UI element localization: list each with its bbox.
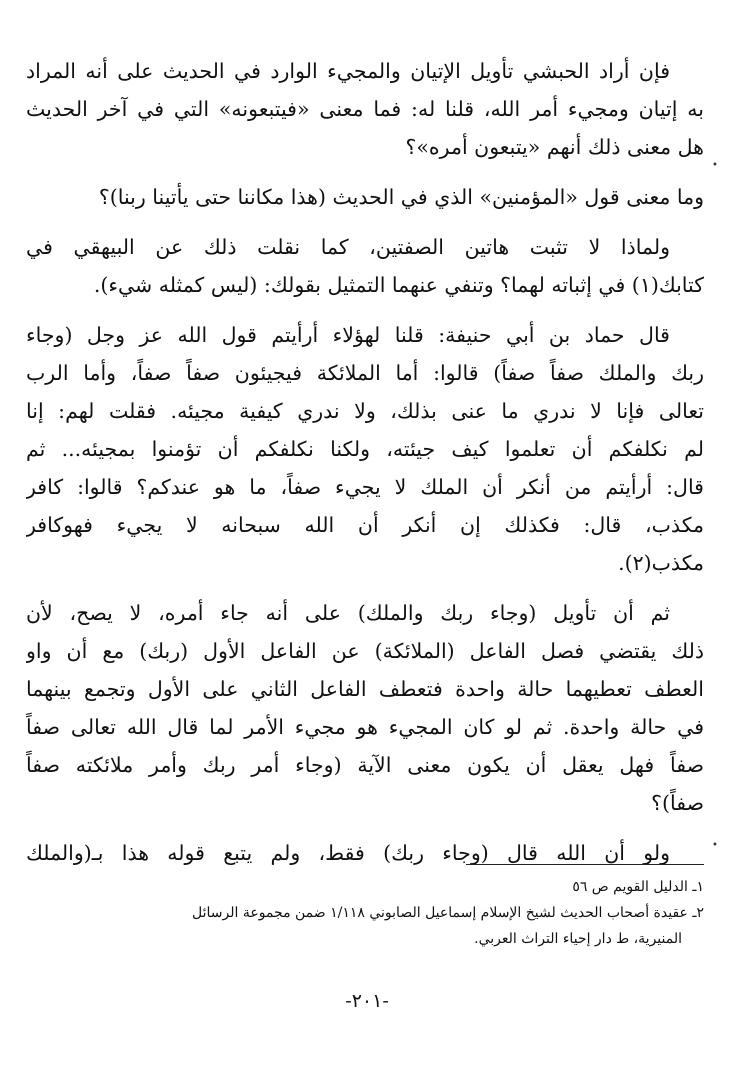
text-line: مكذب(٢). [618,551,704,575]
margin-dot-icon: • [712,160,718,171]
text-line: صفاً فهل يعقل أن يكون معنى الآية (وجاء أمر ربك وأمر ملائكته صفاً [26,753,704,777]
text-line: فإن أراد الحبشي تأويل الإتيان والمجيء الوارد في الحديث على أنه المراد [26,59,670,83]
text-line: قال: أرأيتم من أنكر أن الملك لا يجيء صفاً، ما هو عندكم؟ قالوا: كافر [26,475,704,499]
page-body [26,52,704,884]
margin-dot-icon: • [712,840,718,851]
page-number: -٢٠١- [345,990,389,1012]
text-line: صفاً)؟ [651,791,704,815]
text-line: ذلك يقتضي فصل الفاعل (الملائكة) عن الفاعل الأول (ربك) مع أن واو [26,639,704,663]
footnotes [24,874,704,952]
text-line: وما معنى قول «المؤمنين» الذي في الحديث (هذا مكاننا حتى يأتينا ربنا)؟ [98,185,704,209]
text-line: ثم أن تأويل (وجاء ربك والملك) على أنه جاء أمره، لا يصح، لأن [26,601,670,625]
footnote-2: ٢ـ عقيدة أصحاب الحديث لشيخ الإسلام إسماعيل الصابوني ١/١١٨ ضمن مجموعة الرسائل [192,905,704,921]
text-line: العطف تعطيهما حالة واحدة فتعطف الفاعل الثاني على الأول وتجمع بينهما [26,677,704,701]
text-line: ولماذا لا تثبت هاتين الصفتين، كما نقلت ذلك عن البيهقي في [26,235,670,259]
text-line: مكذب، قال: فكذلك إن أنكر أن الله سبحانه لا يجيء فهوكافر [26,513,704,537]
paragraph-2 [26,178,704,216]
text-line: قال حماد بن أبي حنيفة: قلنا لهؤلاء أرأيتم قول الله عز وجل (وجاء [26,323,670,347]
text-line: في حالة واحدة. ثم لو كان المجيء هو مجيء الأمر لما قال الله تعالى صفاً [26,715,704,739]
footnote-1: ١ـ الدليل القويم ص ٥٦ [572,879,704,895]
text-line: كتابك(١) في إثباته لهما؟ وتنفي عنهما التمثيل بقولك: (ليس كمثله شيء). [93,273,704,297]
footnote-divider [466,864,704,865]
paragraph-3 [26,228,704,304]
paragraph-4 [26,316,704,582]
text-line: لم نكلفكم أن تعلموا كيف جيئته، ولكنا نكلفكم أن تؤمنوا بمجيئه... ثم [26,437,704,461]
paragraph-6 [26,834,704,872]
text-line: ربك والملك صفاً صفاً) قالوا: أما الملائكة فيجيئون صفاً صفاً، وأما الرب [26,361,704,385]
footnote-2-continuation: المنيرية، ط دار إحياء التراث العربي. [474,931,682,947]
text-line: به إتيان ومجيء أمر الله، قلنا له: فما معنى «فيتبعونه» التي في آخر الحديث [26,97,704,121]
paragraph-1 [26,52,704,166]
text-line: ولو أن الله قال (وجاء ربك) فقط، ولم يتبع قوله هذا بـ(والملك [26,841,670,865]
text-line: تعالى فإنا لا ندري ما عنى بذلك، ولا ندري كيفية مجيئه. فقلت لهم: إنا [26,399,704,423]
text-line: هل معنى ذلك أنهم «يتبعون أمره»؟ [405,135,704,159]
paragraph-5 [26,594,704,822]
